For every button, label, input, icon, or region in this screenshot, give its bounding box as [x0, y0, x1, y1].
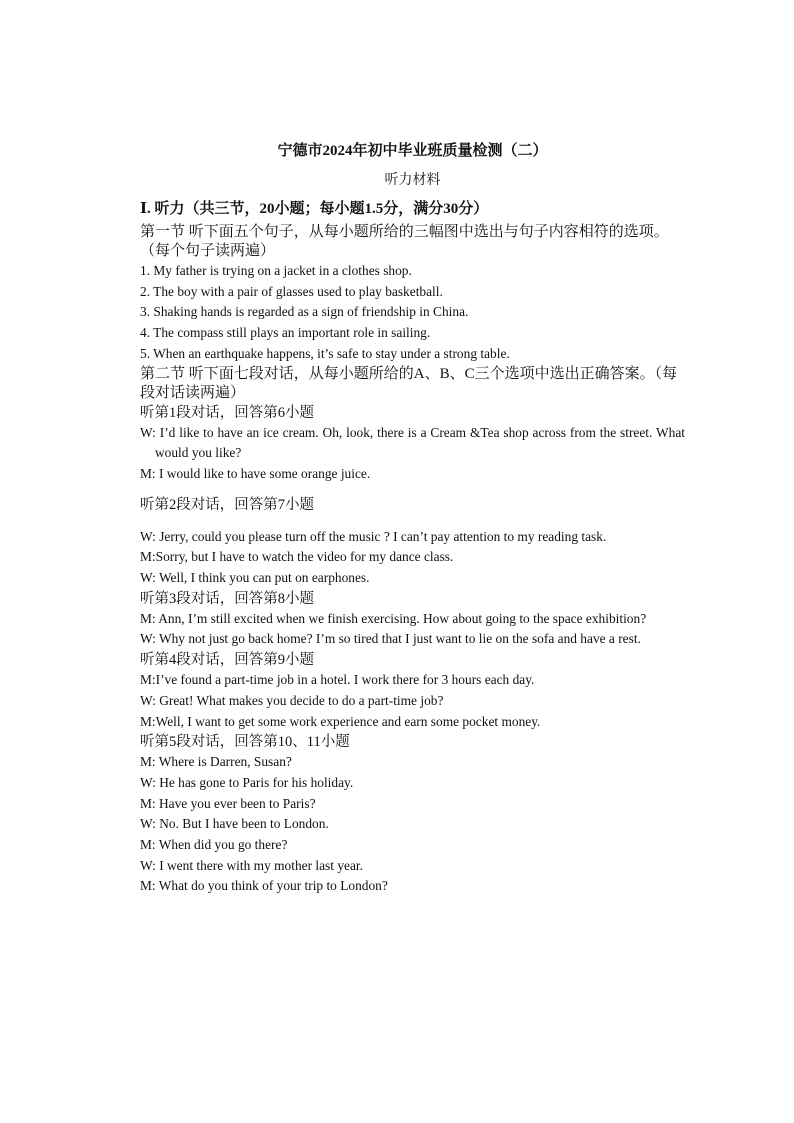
dialog-line: W: Why not just go back home? I’m so tired that I just want to lie on the sofa and have a rest. [140, 631, 641, 647]
dialog-line: M:I’ve found a part-time job in a hotel. I work there for 3 hours each day. [140, 672, 535, 688]
dialog-line: M:Well, I want to get some work experience and earn some pocket money. [140, 713, 541, 729]
dialog-line: W: I went there with my mother last year. [140, 857, 363, 873]
sentence-item: 3. Shaking hands is regarded as a sign of friendship in China. [140, 304, 469, 320]
sentence-item: 4. The compass still plays an important role in sailing. [140, 325, 431, 341]
dialog-line: M: Ann, I’m still excited when we finish exercising. How about going to the space exhibition? [140, 610, 647, 626]
dialog-line: M: When did you go there? [140, 837, 288, 853]
dialog-line: M:Sorry, but I have to watch the video for my dance class. [140, 549, 454, 565]
dialog-heading: 听第1段对话，回答第6小题 [140, 404, 314, 421]
dialog-heading: 听第4段对话，回答第9小题 [140, 652, 314, 669]
document-subtitle: 听力材料 [384, 173, 441, 188]
dialog-line: W: He has gone to Paris for his holiday. [140, 774, 354, 790]
dialog-3 [140, 589, 685, 650]
dialog-line: M: Where is Darren, Susan? [140, 754, 292, 770]
dialog-line: W: Jerry, could you please turn off the music ? I can’t pay attention to my reading task. [140, 528, 607, 544]
sentence-item: 2. The boy with a pair of glasses used to play basketball. [140, 283, 443, 299]
dialog-line: W: No. But I have been to London. [140, 816, 329, 832]
dialog-line: W: Well, I think you can put on earphones. [140, 570, 370, 586]
sentence-item: 5. When an earthquake happens, it’s safe to stay under a strong table. [140, 345, 510, 361]
dialog-line: M: Have you ever been to Paris? [140, 795, 316, 811]
dialog-line: W: I’d like to have an ice cream. Oh, look, there is a Cream &Tea shop across from the street. What would you like? [140, 424, 685, 461]
dialog-2 [140, 495, 685, 589]
part1-sentences [140, 261, 685, 365]
sentence-item: 1. My father is trying on a jacket in a clothes shop. [140, 263, 412, 278]
dialog-heading: 听第2段对话，回答第7小题 [140, 496, 314, 513]
dialog-heading: 听第5段对话，回答第10、11小题 [140, 734, 350, 751]
dialog-4 [140, 650, 685, 732]
part2-intro: 第二节 听下面七段对话，从每小题所给的A、B、C三个选项中选出正确答案。（每段对话读两遍） [140, 365, 678, 401]
dialog-line: M: What do you think of your trip to London? [140, 878, 388, 894]
part1-intro: 第一节 听下面五个句子，从每小题所给的三幅图中选出与句子内容相符的选项。（每个句子读两遍） [140, 224, 669, 259]
dialog-1 [140, 403, 685, 485]
dialog-heading: 听第3段对话，回答第8小题 [140, 590, 314, 607]
dialog-5 [140, 732, 685, 897]
document-content [140, 140, 685, 897]
section-heading: Ⅰ. 听力（共三节，20小题；每小题1.5分，满分30分） [140, 201, 489, 217]
document-title: 宁德市2024年初中毕业班质量检测（二） [277, 143, 548, 159]
dialog-line: M: I would like to have some orange juice. [140, 465, 371, 481]
dialog-line: W: Great! What makes you decide to do a part-time job? [140, 692, 444, 708]
